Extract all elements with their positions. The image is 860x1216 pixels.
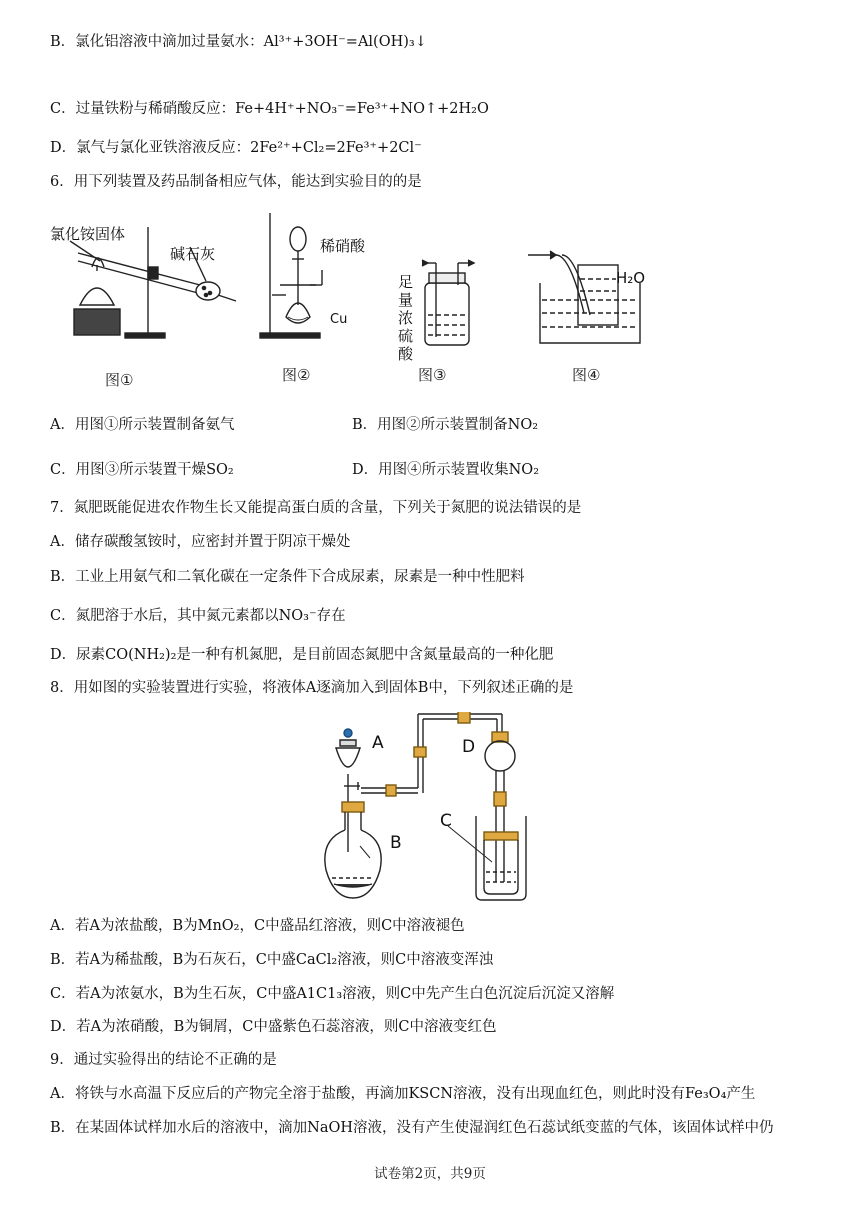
q8-apparatus-figure bbox=[310, 712, 570, 904]
q8-option-b: B．若A为稀盐酸，B为石灰石，C中盛CaCl₂溶液，则C中溶液变浑浊 bbox=[50, 952, 494, 968]
q7-option-a: A．储存碳酸氢铵时，应密封并置于阴凉干燥处 bbox=[50, 534, 351, 550]
q5-option-c: C．过量铁粉与稀硝酸反应：Fe+4H⁺+NO₃⁻=Fe³⁺+NO↑+2H₂O bbox=[50, 101, 489, 117]
figure-1-apparatus bbox=[70, 227, 236, 338]
q6-option-b: B．用图②所示装置制备NO₂ bbox=[352, 417, 539, 433]
q6-option-d: D．用图④所示装置收集NO₂ bbox=[352, 462, 540, 478]
q6-option-c: C．用图③所示装置干燥SO₂ bbox=[50, 462, 234, 478]
q9-option-a: A．将铁与水高温下反应后的产物完全溶于盐酸，再滴加KSCN溶液，没有出现血红色，则此时没有Fe₃O₄产生 bbox=[50, 1086, 756, 1102]
label-A: A bbox=[372, 733, 384, 753]
figure-2-metal-label: Cu bbox=[330, 312, 348, 327]
label-B: B bbox=[390, 833, 402, 853]
question-7: 7．氮肥既能促进农作物生长又能提高蛋白质的含量，下列关于氮肥的说法错误的是 bbox=[50, 500, 582, 516]
q9-option-b: B．在某固体试样加水后的溶液中，滴加NaOH溶液，没有产生使湿润红色石蕊试纸变蓝的气体，该固体试样中仍 bbox=[50, 1120, 774, 1136]
page-footer: 试卷第2页，共9页 bbox=[374, 1166, 486, 1182]
label-D: D bbox=[462, 737, 476, 757]
q7-option-d: D．尿素CO(NH₂)₂是一种有机氮肥，是目前固态氮肥中含氮量最高的一种化肥 bbox=[50, 647, 554, 663]
q7-option-c: C．氮肥溶于水后，其中氮元素都以NO₃⁻存在 bbox=[50, 608, 346, 624]
q6-apparatus-figures bbox=[50, 205, 670, 395]
question-8: 8．用如图的实验装置进行实验，将液体A逐滴加入到固体B中，下列叙述正确的是 bbox=[50, 680, 574, 696]
figure-4-apparatus bbox=[528, 251, 640, 343]
question-6: 6．用下列装置及药品制备相应气体，能达到实验目的的是 bbox=[50, 174, 422, 190]
figure-4-water-label: H₂O bbox=[616, 269, 646, 287]
q8-option-a: A．若A为浓盐酸，B为MnO₂，C中盛品红溶液，则C中溶液褪色 bbox=[50, 918, 465, 934]
figure-2-acid-label: 稀硝酸 bbox=[320, 237, 366, 255]
question-9: 9．通过实验得出的结论不正确的是 bbox=[50, 1052, 277, 1068]
figure-3-label: 图③ bbox=[418, 366, 447, 384]
figure-1-label: 图① bbox=[105, 371, 134, 389]
figure-1-solid-label: 氯化铵固体 bbox=[50, 225, 126, 243]
q8-option-d: D．若A为浓硝酸，B为铜屑，C中盛紫色石蕊溶液，则C中溶液变红色 bbox=[50, 1019, 497, 1035]
q6-option-a: A．用图①所示装置制备氨气 bbox=[50, 417, 235, 433]
q8-option-c: C．若A为浓氨水，B为生石灰，C中盛A1C1₃溶液，则C中先产生白色沉淀后沉淀又溶解 bbox=[50, 986, 615, 1002]
figure-3-apparatus bbox=[422, 260, 474, 345]
q5-option-d: D．氯气与氯化亚铁溶液反应：2Fe²⁺+Cl₂=2Fe³⁺+2Cl⁻ bbox=[50, 140, 422, 156]
figure-3-acid-label: 足量浓硫酸 bbox=[398, 273, 414, 363]
q5-option-b: B．氯化铝溶液中滴加过量氨水：Al³⁺+3OH⁻=Al(OH)₃↓ bbox=[50, 34, 427, 50]
figure-1-lime-label: 碱石灰 bbox=[170, 245, 216, 263]
figure-4-label: 图④ bbox=[572, 366, 601, 384]
q7-option-b: B．工业上用氨气和二氧化碳在一定条件下合成尿素，尿素是一种中性肥料 bbox=[50, 569, 525, 585]
figure-2-apparatus bbox=[260, 213, 322, 338]
label-C: C bbox=[440, 811, 452, 831]
figure-2-label: 图② bbox=[282, 366, 311, 384]
